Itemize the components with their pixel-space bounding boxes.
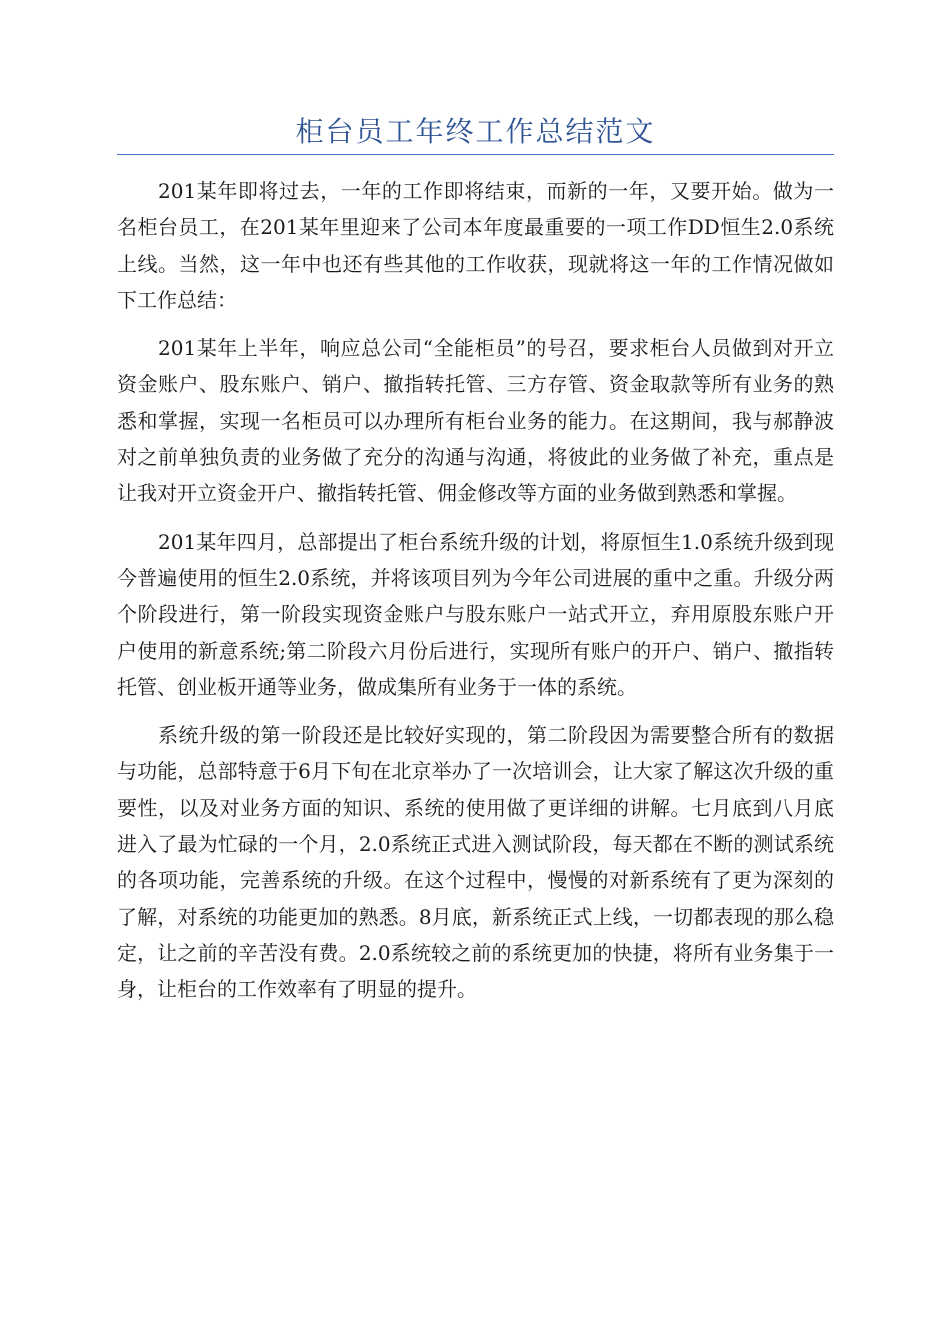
paragraph-4: 系统升级的第一阶段还是比较好实现的，第二阶段因为需要整合所有的数据与功能，总部特意于6月下旬在北京举办了一次培训会，让大家了解这次升级的重要性，以及对业务方面的知识、系统的使用做了更详细的讲解。七月底到八月底进入了最为忙碌的一个月，2.0系统正式进入测试阶段，每天都在不断的测试系统的各项功能，完善系统的升级。在这个过程中，慢慢的对新系统有了更为深刻的了解，对系统的功能更加的熟悉。8月底，新系统正式上线，一切都表现的那么稳定，让之前的辛苦没有费。2.0系统较之前的系统更加的快捷，将所有业务集于一身，让柜台的工作效率有了明显的提升。 xyxy=(117,723,834,1002)
paragraph-2: 201某年上半年，响应总公司“全能柜员”的号召，要求柜台人员做到对开立资金账户、股东账户、销户、撤指转托管、三方存管、资金取款等所有业务的熟悉和掌握，实现一名柜员可以办理所有柜台业务的能力。在这期间，我与郝静波对之前单独负责的业务做了充分的沟通与沟通，将彼此的业务做了补充，重点是让我对开立资金开户、撤指转托管、佣金修改等方面的业务做到熟悉和掌握。 xyxy=(117,336,834,506)
paragraph-1: 201某年即将过去，一年的工作即将结束，而新的一年，又要开始。做为一名柜台员工，在201某年里迎来了公司本年度最重要的一项工作DD恒生2.0系统上线。当然，这一年中也还有些其他的工作收获，现就将这一年的工作情况做如下工作总结： xyxy=(117,179,834,312)
paragraph-3: 201某年四月，总部提出了柜台系统升级的计划，将原恒生1.0系统升级到现今普遍使用的恒生2.0系统，并将该项目列为今年公司进展的重中之重。升级分两个阶段进行，第一阶段实现资金账户与股东账户一站式开立，弃用原股东账户开户使用的新意系统;第二阶段六月份后进行，实现所有账户的开户、销户、撤指转托管、创业板开通等业务，做成集所有业务于一体的系统。 xyxy=(117,529,834,699)
document-title: 柜台员工年终工作总结范文 xyxy=(295,115,656,148)
document-body xyxy=(117,173,834,1020)
title-underline xyxy=(117,154,834,155)
